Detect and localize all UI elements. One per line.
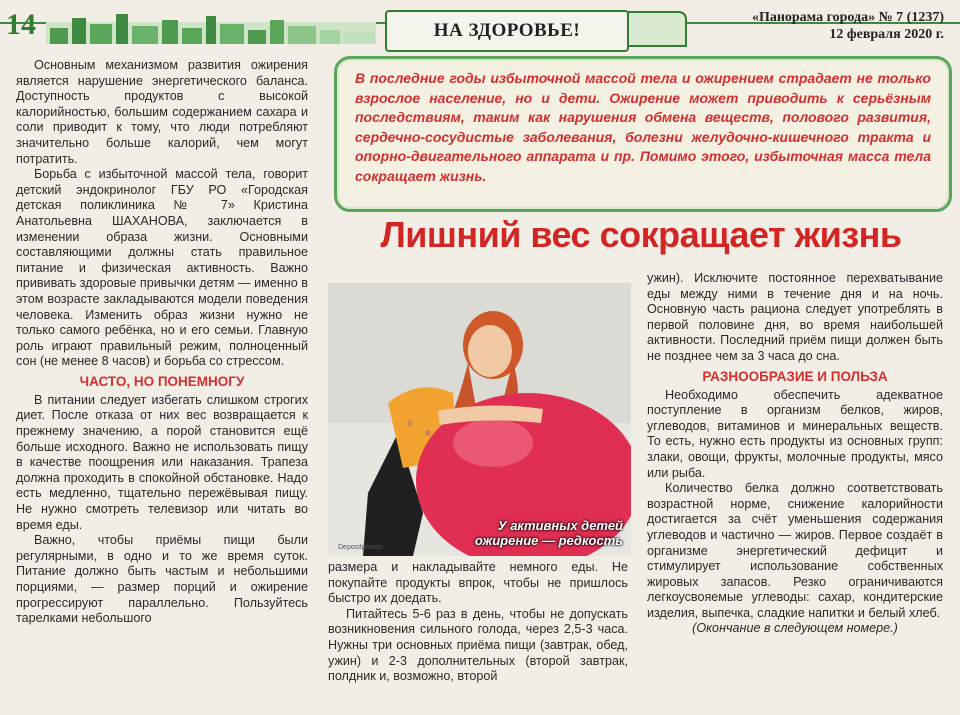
page-number: 14 xyxy=(6,8,36,41)
paragraph: ужин). Исключите постоянное перехватывание еды между ними в течение дня и на ночь. Основную часть рациона следует употреблять в первой половине дня, во время наибольшей активности. Последний приём пищи должен быть не позднее чем за 3 часа до сна. xyxy=(647,271,943,363)
rubric-ornament-icon xyxy=(628,10,688,48)
right-column xyxy=(647,271,943,637)
issue-info xyxy=(752,9,944,43)
article-photo xyxy=(328,283,631,556)
paragraph: Борьба с избыточной массой тела, говорит детский эндокринолог ГБУ РО «Городская детская поликлиника № 7» Кристина Анатольевна ШАХАНОВА, заключается в изменении образа жизни. Основными составляющими должны стать правильное питание и физическая активность. Важно прививать здоровые привычки детям — именно в этом возрасте закладываются модели поведения человека. Изменить образ жизни нужно не только самого ребёнка, но и его семьи. Главную роль играют правильный режим, полноценный сон (не менее 8 часов) и борьба со стрессом. xyxy=(16,167,308,369)
lead-text: В последние годы избыточной массой тела и ожирением страдает не только взрослое население, но и дети. Ожирение может приводить к серьёзным последствиям, таким как нарушения обмена веществ, полового развития, сердечно-сосудистые заболевания, болезни желудочно-кишечного тракта и опорно-двигательного аппарата и пр. Помимо этого, избыточная масса тела сокращает жизнь. xyxy=(355,70,931,184)
caption-line-1: У активных детей xyxy=(497,518,623,533)
issue-date: 12 февраля 2020 г. xyxy=(829,27,944,42)
girl-with-fitness-ball-image xyxy=(328,283,631,556)
paragraph: Количество белка должно соответствовать возрастной норме, снижение калорийности достигается за счёт уменьшения содержания углеводов и частично — жиров. Первое создаёт в организме энергетический дефицит и стимулирует использование собственных жировых запасов. Резко ограничиваются легкоусвояемые углеводы: сахар, кондитерские изделия, выпечка, сладкие напитки и белый хлеб. xyxy=(647,481,943,620)
subheading: ЧАСТО, НО ПОНЕМНОГУ xyxy=(79,373,245,389)
svg-text:Depositphotos: Depositphotos xyxy=(338,544,383,551)
section-rubric: НА ЗДОРОВЬЕ! xyxy=(385,10,629,52)
paragraph: Основным механизмом развития ожирения является нарушение энергетического баланса. Доступность продуктов с высокой калорийностью, большим содержанием сахара и соли приводит к тому, что люди потребляют значительно больше калорий, чем могут потратить. xyxy=(16,58,308,166)
paragraph: Важно, чтобы приёмы пищи были регулярными, в одно и то же время суток. Питание должно быть частым и небольшими порциями, — размер порций и ожирение прогрессируют параллельно. Пользуйтесь тарелками небольшого xyxy=(16,533,308,626)
photo-caption xyxy=(475,518,623,548)
paragraph: В питании следует избегать слишком строгих диет. После отказа от них вес возвращается к прежнему значению, а порой становится ещё больше исходного. Важно не использовать пищу в качестве поощрения или наказания. Трапеза должна проходить в спокойной обстановке. Надо есть медленно, тщательно пережёвывая пищу. Не нужно смотреть телевизор или читать во время еды. xyxy=(16,392,308,532)
lead-box xyxy=(334,56,952,212)
middle-column xyxy=(328,560,628,685)
article-title: Лишний вес сокращает жизнь xyxy=(380,214,902,255)
city-skyline-icon xyxy=(46,10,376,44)
subheading: РАЗНООБРАЗИЕ И ПОЛЬЗА xyxy=(702,368,888,384)
left-column xyxy=(16,58,308,627)
caption-line-2: ожирение — редкость xyxy=(474,533,623,548)
paragraph: Питайтесь 5-6 раз в день, чтобы не допускать возникновения сильного голода, через 2,5-3 часа. Нужны три основных приёма пищи (завтрак, обед, ужин) и 2-3 дополнительных (второй завтрак, полдник и, возможно, второй xyxy=(328,606,628,684)
paragraph: размера и накладывайте немного еды. Не покупайте продукты впрок, чтобы не пришлось быстро их доедать. xyxy=(328,560,628,606)
continuation-note: (Окончание в следующем номере.) xyxy=(692,621,898,636)
issue-line: «Панорама города» № 7 (1237) xyxy=(751,10,944,25)
paragraph: Необходимо обеспечить адекватное поступление в организм белков, жиров, углеводов, витаминов и минеральных веществ. То есть, нужно есть продукты из основных групп: злаки, овощи, фрукты, молочные продукты, мясо или рыба. xyxy=(647,387,943,480)
page-header xyxy=(0,0,960,50)
